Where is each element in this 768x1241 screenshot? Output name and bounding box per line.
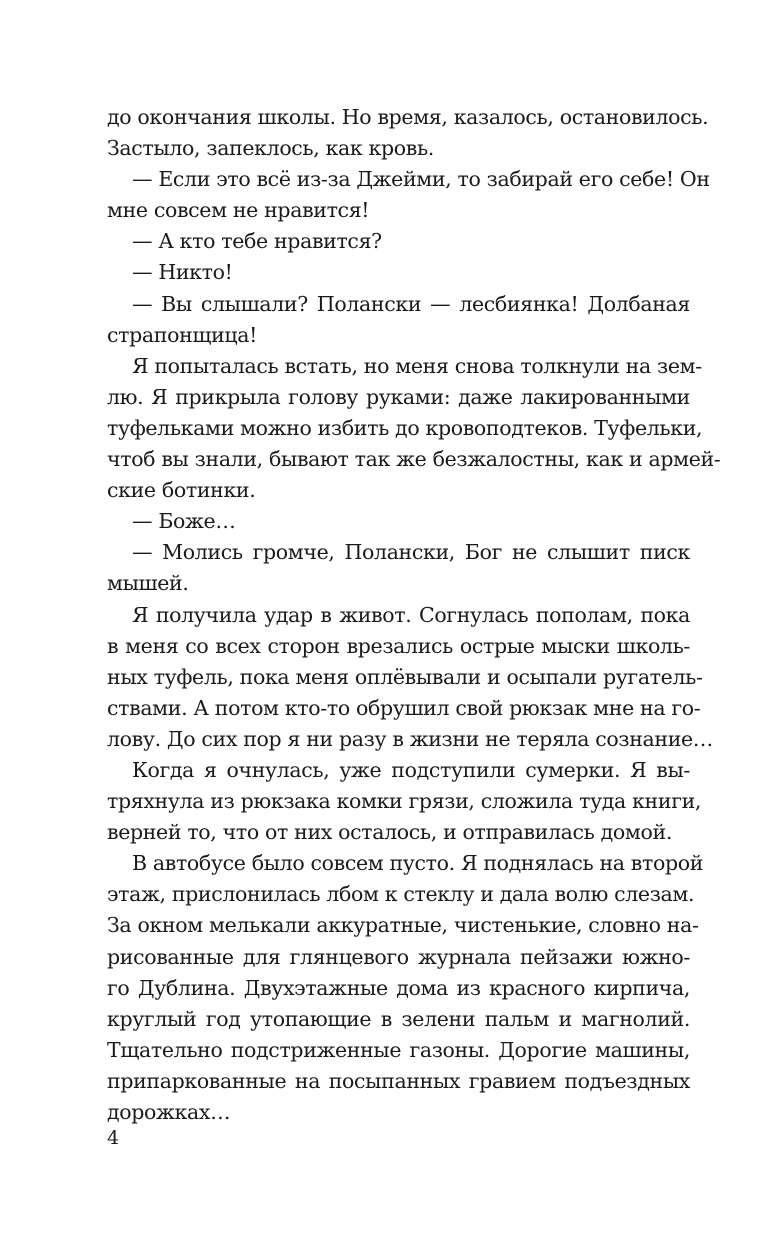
text-line: — А кто тебе нравится? xyxy=(132,229,382,254)
text-line: чтоб вы знали, бывают так же безжалостны, как и армей- xyxy=(107,447,721,472)
text-line: — Вы слышали? Полански — лесбиянка! Долбаная xyxy=(132,291,690,316)
text-line: этаж, прислонилась лбом к стеклу и дала волю слезам. xyxy=(107,882,695,907)
text-line: до окончания школы. Но время, казалось, остановилось. xyxy=(107,105,709,129)
text-line: ствами. А потом кто-то обрушил свой рюкзак мне на го- xyxy=(107,695,701,720)
text-line: лову. До сих пор я ни разу в жизни не теряла сознание… xyxy=(107,726,713,751)
page-number: 4 xyxy=(107,1127,120,1149)
text-line: мышей. xyxy=(107,571,189,596)
text-line: — Боже… xyxy=(132,509,236,534)
text-line: го Дублина. Двухэтажные дома из красного кирпича, xyxy=(107,975,690,1000)
text-line: тряхнула из рюкзака комки грязи, сложила туда книги, xyxy=(107,789,702,814)
text-line: в меня со всех сторон врезались острые мыски школь- xyxy=(107,633,690,658)
text-line: Застыло, запеклось, как кровь. xyxy=(107,136,434,161)
text-line: В автобусе было совсем пусто. Я поднялась на второй xyxy=(132,851,704,876)
text-line: лю. Я прикрыла голову руками: даже лакированными xyxy=(107,384,690,409)
text-line: страпонщица! xyxy=(107,322,258,347)
text-line: круглый год утопающие в зелени пальм и магнолий. xyxy=(107,1006,690,1031)
page-body xyxy=(107,102,721,1128)
text-line: Тщательно подстриженные газоны. Дорогие машины, xyxy=(107,1037,690,1062)
text-line: дорожках… xyxy=(107,1100,231,1124)
text-line: припаркованные на посыпанных гравием подъездных xyxy=(107,1068,690,1093)
text-line: Я получила удар в живот. Согнулась пополам, пока xyxy=(132,602,690,627)
text-column xyxy=(107,102,721,1128)
text-line: — Если это всё из-за Джейми, то забирай его себе! Он xyxy=(132,167,710,192)
text-line: верней то, что от них осталось, и отправилась домой. xyxy=(107,820,672,845)
text-line: рисованные для глянцевого журнала пейзажи южно- xyxy=(107,944,690,969)
text-line: туфельками можно избить до кровоподтеков. Туфельки, xyxy=(107,415,703,440)
text-line: Я попыталась встать, но меня снова толкнули на зем- xyxy=(132,353,702,378)
text-line: ных туфель, пока меня оплёвывали и осыпали ругатель- xyxy=(107,664,703,689)
text-line: мне совсем не нравится! xyxy=(107,198,370,223)
text-line: ские ботинки. xyxy=(107,478,256,503)
text-line: — Никто! xyxy=(132,260,233,285)
text-line: — Молись громче, Полански, Бог не слышит писк xyxy=(132,540,690,565)
text-line: За окном мелькали аккуратные, чистенькие, словно на- xyxy=(107,913,699,938)
text-line: Когда я очнулась, уже подступили сумерки. Я вы- xyxy=(132,757,690,782)
